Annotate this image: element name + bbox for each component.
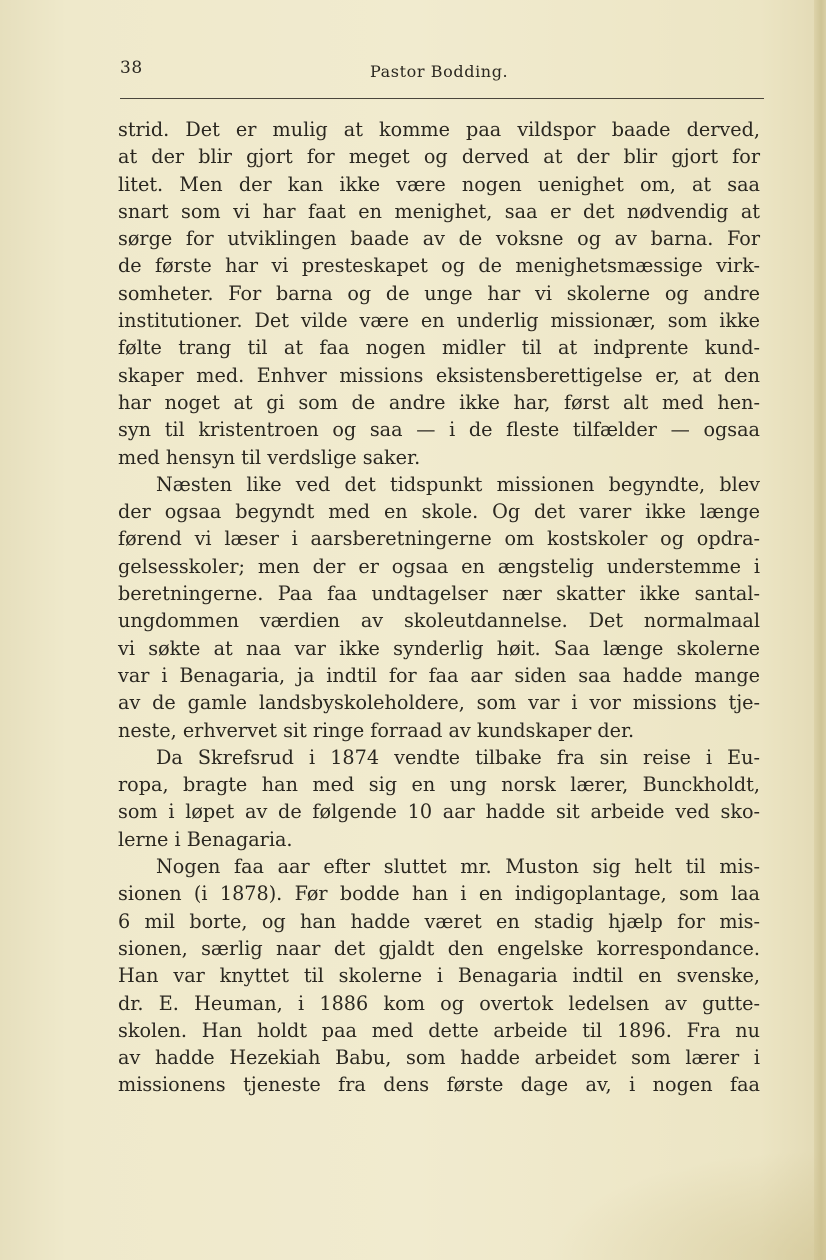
text-line: Han var knyttet til skolerne i Benagaria indtil en svenske,: [118, 964, 760, 988]
text-line: førend vi læser i aarsberetningerne om kostskoler og opdra-: [118, 527, 760, 551]
text-line: skolen. Han holdt paa med dette arbeide til 1896. Fra nu: [118, 1018, 760, 1042]
text-line: dr. E. Heuman, i 1886 kom og overtok ledelsen av gutte-: [118, 991, 760, 1015]
text-line: der ogsaa begyndt med en skole. Og det varer ikke længe: [118, 500, 760, 524]
text-line: sionen (i 1878). Før bodde han i en indigoplantage, som laa: [118, 882, 760, 906]
text-line: gelsesskoler; men der er ogsaa en ængstelig understemme i: [118, 554, 760, 578]
text-line: Nogen faa aar efter sluttet mr. Muston sig helt til mis-: [156, 855, 760, 879]
text-line: var i Benagaria, ja indtil for faa aar siden saa hadde mange: [118, 663, 760, 687]
text-line: som i løpet av de følgende 10 aar hadde sit arbeide ved sko-: [118, 800, 760, 824]
text-line: av de gamle landsbyskoleholdere, som var i vor missions tje-: [118, 691, 760, 715]
text-line: skaper med. Enhver missions eksistensberettigelse er, at den: [118, 363, 760, 387]
text-line: ungdommen værdien av skoleutdannelse. Det normalmaal: [118, 609, 760, 633]
text-line: Næsten like ved det tidspunkt missionen begyndte, blev: [156, 472, 760, 496]
page-header: [120, 58, 764, 99]
text-line: snart som vi har faat en menighet, saa er det nødvendig at: [118, 199, 760, 223]
text-line: institutioner. Det vilde være en underlig missionær, som ikke: [118, 309, 760, 333]
text-line: strid. Det er mulig at komme paa vildspor baade derved,: [118, 118, 760, 141]
text-line: somheter. For barna og de unge har vi skolerne og andre: [118, 281, 760, 305]
text-line: lerne i Benagaria.: [118, 827, 293, 851]
body-text: [118, 116, 760, 1099]
text-line: ropa, bragte han med sig en ung norsk lærer, Bunckholdt,: [118, 773, 760, 797]
text-line: Da Skrefsrud i 1874 vendte tilbake fra sin reise i Eu-: [156, 745, 760, 769]
page-edge: [814, 0, 826, 1260]
text-line: med hensyn til verdslige saker.: [118, 445, 421, 469]
text-line: følte trang til at faa nogen midler til at indprente kund-: [118, 336, 760, 360]
text-line: har noget at gi som de andre ikke har, først alt med hen-: [118, 390, 760, 414]
text-line: neste, erhvervet sit ringe forraad av kundskaper der.: [118, 718, 635, 742]
text-line: syn til kristentroen og saa — i de fleste tilfælder — ogsaa: [118, 418, 760, 442]
text-line: 6 mil borte, og han hadde været en stadig hjælp for mis-: [118, 909, 760, 933]
text-line: de første har vi presteskapet og de menighetsmæssige virk-: [118, 254, 760, 278]
text-line: sørge for utviklingen baade av de voksne og av barna. For: [118, 227, 760, 251]
page-number: 38: [120, 58, 143, 78]
text-line: av hadde Hezekiah Babu, som hadde arbeidet som lærer i: [118, 1046, 760, 1070]
text-line: litet. Men der kan ikke være nogen uenighet om, at saa: [118, 172, 760, 196]
text-line: beretningerne. Paa faa undtagelser nær skatter ikke santal-: [118, 582, 760, 606]
running-title: Pastor Bodding.: [370, 62, 509, 81]
text-line: missionens tjeneste fra dens første dage av, i nogen faa: [118, 1073, 760, 1097]
text-line: at der blir gjort for meget og derved at der blir gjort for: [118, 145, 760, 169]
text-line: sionen, særlig naar det gjaldt den engelske korrespondance.: [118, 936, 760, 960]
paper-stain: [546, 1150, 826, 1260]
text-line: vi søkte at naa var ikke synderlig høit. Saa længe skolerne: [118, 636, 760, 660]
